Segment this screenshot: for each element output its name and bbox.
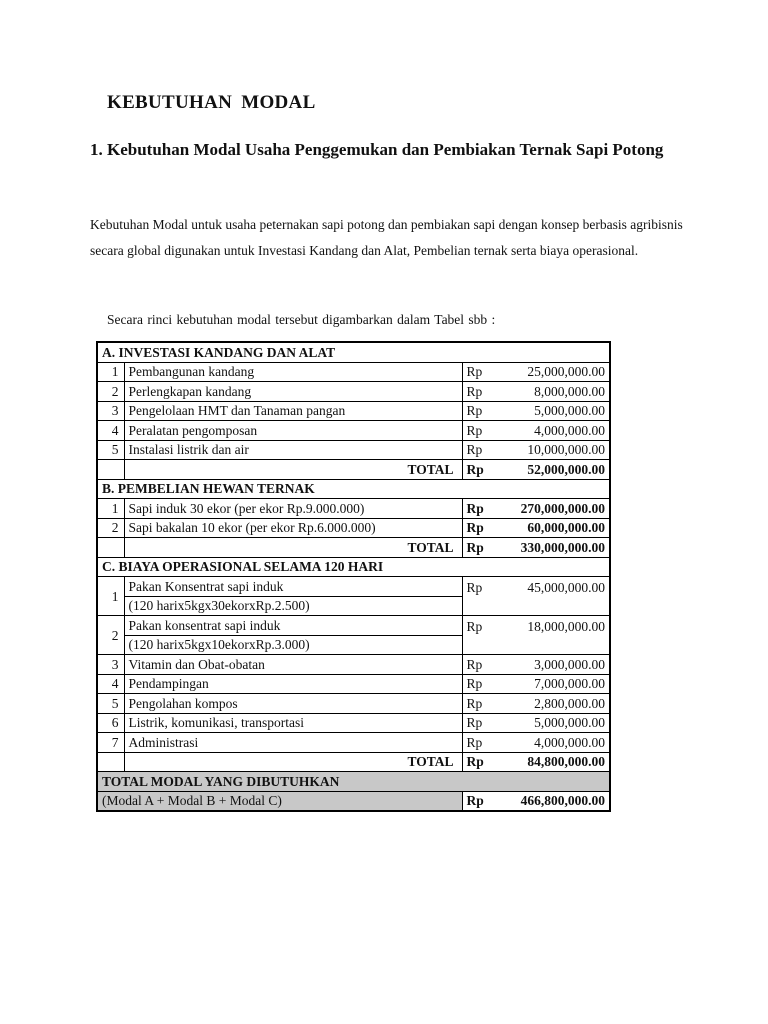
amount-value: 4,000,000.00 — [534, 734, 606, 750]
amount — [467, 500, 606, 517]
amount-value: 4,000,000.00 — [534, 422, 606, 438]
row-item: Pendampingan — [124, 674, 462, 694]
row-number: 3 — [97, 401, 124, 421]
row-item: Pengolahan kompos — [124, 694, 462, 714]
section-header-row — [97, 342, 610, 362]
row-number: 2 — [97, 616, 124, 655]
table-row — [97, 713, 610, 733]
grand-total-header-row — [97, 772, 610, 792]
table-row — [97, 401, 610, 421]
currency-label: Rp — [466, 619, 483, 634]
section-header-row — [97, 557, 610, 577]
table-row — [97, 577, 610, 597]
currency-label: Rp — [466, 520, 484, 536]
currency-label: Rp — [466, 656, 483, 672]
currency-label: Rp — [466, 539, 484, 555]
section-total-row — [97, 460, 610, 480]
row-number: 4 — [97, 674, 124, 694]
amount-value: 7,000,000.00 — [534, 676, 606, 692]
empty-cell — [97, 538, 124, 558]
amount-cell — [462, 499, 610, 519]
row-number: 2 — [97, 382, 124, 402]
amount — [467, 618, 606, 635]
amount-cell — [462, 752, 610, 772]
row-item: Pengelolaan HMT dan Tanaman pangan — [124, 401, 462, 421]
amount — [467, 753, 606, 770]
currency-label: Rp — [466, 695, 483, 711]
section-title: C. BIAYA OPERASIONAL SELAMA 120 HARI — [97, 557, 610, 577]
section-title: A. INVESTASI KANDANG DAN ALAT — [97, 342, 610, 362]
table-row — [97, 421, 610, 441]
amount-value: 466,800,000.00 — [520, 793, 606, 809]
row-item: Perlengkapan kandang — [124, 382, 462, 402]
currency-label: Rp — [466, 580, 483, 595]
section-heading: 1. Kebutuhan Modal Usaha Penggemukan dan Pembiakan Ternak Sapi Potong — [90, 140, 664, 159]
amount-value: 10,000,000.00 — [527, 442, 606, 458]
row-number: 6 — [97, 713, 124, 733]
grand-total-formula: (Modal A + Modal B + Modal C) — [97, 791, 462, 811]
grand-total-title: TOTAL MODAL YANG DIBUTUHKAN — [97, 772, 610, 792]
amount-value: 52,000,000.00 — [527, 461, 606, 477]
currency-label: Rp — [466, 676, 483, 692]
table-intro: Secara rinci kebutuhan modal tersebut digambarkan dalam Tabel sbb : — [107, 312, 496, 327]
amount-cell — [462, 362, 610, 382]
amount-value: 18,000,000.00 — [527, 619, 606, 634]
table-row — [97, 518, 610, 538]
amount — [467, 441, 606, 458]
row-item: Sapi induk 30 ekor (per ekor Rp.9.000.000) — [124, 499, 462, 519]
amount-value: 2,800,000.00 — [534, 695, 606, 711]
table-row — [97, 362, 610, 382]
amount-cell — [462, 401, 610, 421]
body-paragraph: Kebutuhan Modal untuk usaha peternakan sapi potong dan pembiakan sapi dengan konsep berbasis agribisnis secara global digunakan untuk Investasi Kandang dan Alat, Pembelian ternak serta biaya operasional. — [90, 217, 683, 258]
row-number: 1 — [97, 362, 124, 382]
currency-label: Rp — [466, 793, 484, 809]
amount — [467, 675, 606, 692]
amount-cell — [462, 791, 610, 811]
amount-cell — [462, 538, 610, 558]
row-number: 7 — [97, 733, 124, 753]
amount-cell — [462, 421, 610, 441]
amount — [467, 579, 606, 596]
row-number: 5 — [97, 440, 124, 460]
amount-cell — [462, 577, 610, 616]
currency-label: Rp — [466, 715, 483, 731]
amount-cell — [462, 440, 610, 460]
amount-value: 45,000,000.00 — [527, 580, 606, 595]
currency-label: Rp — [466, 403, 483, 419]
table-row — [97, 616, 610, 636]
empty-cell — [97, 460, 124, 480]
amount-value: 25,000,000.00 — [527, 364, 606, 380]
amount — [467, 363, 606, 380]
amount-cell — [462, 655, 610, 675]
currency-label: Rp — [466, 383, 483, 399]
currency-label: Rp — [466, 461, 484, 477]
currency-label: Rp — [466, 364, 483, 380]
table-row — [97, 733, 610, 753]
amount-value: 5,000,000.00 — [534, 715, 606, 731]
amount-cell — [462, 518, 610, 538]
row-item: Pakan konsentrat sapi induk — [124, 616, 462, 636]
table-row — [97, 499, 610, 519]
row-item: Peralatan pengomposan — [124, 421, 462, 441]
section-total-row — [97, 752, 610, 772]
amount-cell — [462, 713, 610, 733]
amount-value: 84,800,000.00 — [527, 754, 606, 770]
amount — [467, 402, 606, 419]
amount — [467, 461, 606, 478]
section-title: B. PEMBELIAN HEWAN TERNAK — [97, 479, 610, 499]
amount — [467, 539, 606, 556]
grand-total-row — [97, 791, 610, 811]
page-heading: KEBUTUHAN MODAL — [107, 92, 316, 113]
row-number: 1 — [97, 577, 124, 616]
capital-table — [96, 341, 611, 812]
section-header-row — [97, 479, 610, 499]
row-item: Instalasi listrik dan air — [124, 440, 462, 460]
row-item: Sapi bakalan 10 ekor (per ekor Rp.6.000.000) — [124, 518, 462, 538]
empty-cell — [97, 752, 124, 772]
total-label: TOTAL — [124, 538, 462, 558]
row-number: 1 — [97, 499, 124, 519]
row-number: 3 — [97, 655, 124, 675]
amount-cell — [462, 616, 610, 655]
row-item: Vitamin dan Obat-obatan — [124, 655, 462, 675]
amount-cell — [462, 382, 610, 402]
table-row — [97, 674, 610, 694]
amount-value: 5,000,000.00 — [534, 403, 606, 419]
total-label: TOTAL — [124, 752, 462, 772]
amount — [467, 734, 606, 751]
table-row — [97, 694, 610, 714]
table-row — [97, 440, 610, 460]
currency-label: Rp — [466, 734, 483, 750]
amount-cell — [462, 694, 610, 714]
amount — [467, 695, 606, 712]
amount-value: 8,000,000.00 — [534, 383, 606, 399]
row-item: Listrik, komunikasi, transportasi — [124, 713, 462, 733]
row-item-detail: (120 harix5kgx30ekorxRp.2.500) — [124, 596, 462, 616]
amount-value: 270,000,000.00 — [520, 500, 606, 516]
row-item: Pembangunan kandang — [124, 362, 462, 382]
row-number: 2 — [97, 518, 124, 538]
amount-cell — [462, 674, 610, 694]
amount — [467, 519, 606, 536]
currency-label: Rp — [466, 754, 484, 770]
amount — [467, 656, 606, 673]
amount-value: 3,000,000.00 — [534, 656, 606, 672]
amount — [467, 383, 606, 400]
row-number: 4 — [97, 421, 124, 441]
row-number: 5 — [97, 694, 124, 714]
currency-label: Rp — [466, 500, 484, 516]
amount-value: 330,000,000.00 — [520, 539, 606, 555]
amount — [467, 714, 606, 731]
amount-value: 60,000,000.00 — [527, 520, 606, 536]
row-item: Administrasi — [124, 733, 462, 753]
total-label: TOTAL — [124, 460, 462, 480]
amount — [467, 792, 606, 809]
currency-label: Rp — [466, 422, 483, 438]
row-item-detail: (120 harix5kgx10ekorxRp.3.000) — [124, 635, 462, 655]
table-row — [97, 655, 610, 675]
currency-label: Rp — [466, 442, 483, 458]
amount — [467, 422, 606, 439]
amount-cell — [462, 460, 610, 480]
table-row — [97, 382, 610, 402]
section-total-row — [97, 538, 610, 558]
row-item: Pakan Konsentrat sapi induk — [124, 577, 462, 597]
amount-cell — [462, 733, 610, 753]
